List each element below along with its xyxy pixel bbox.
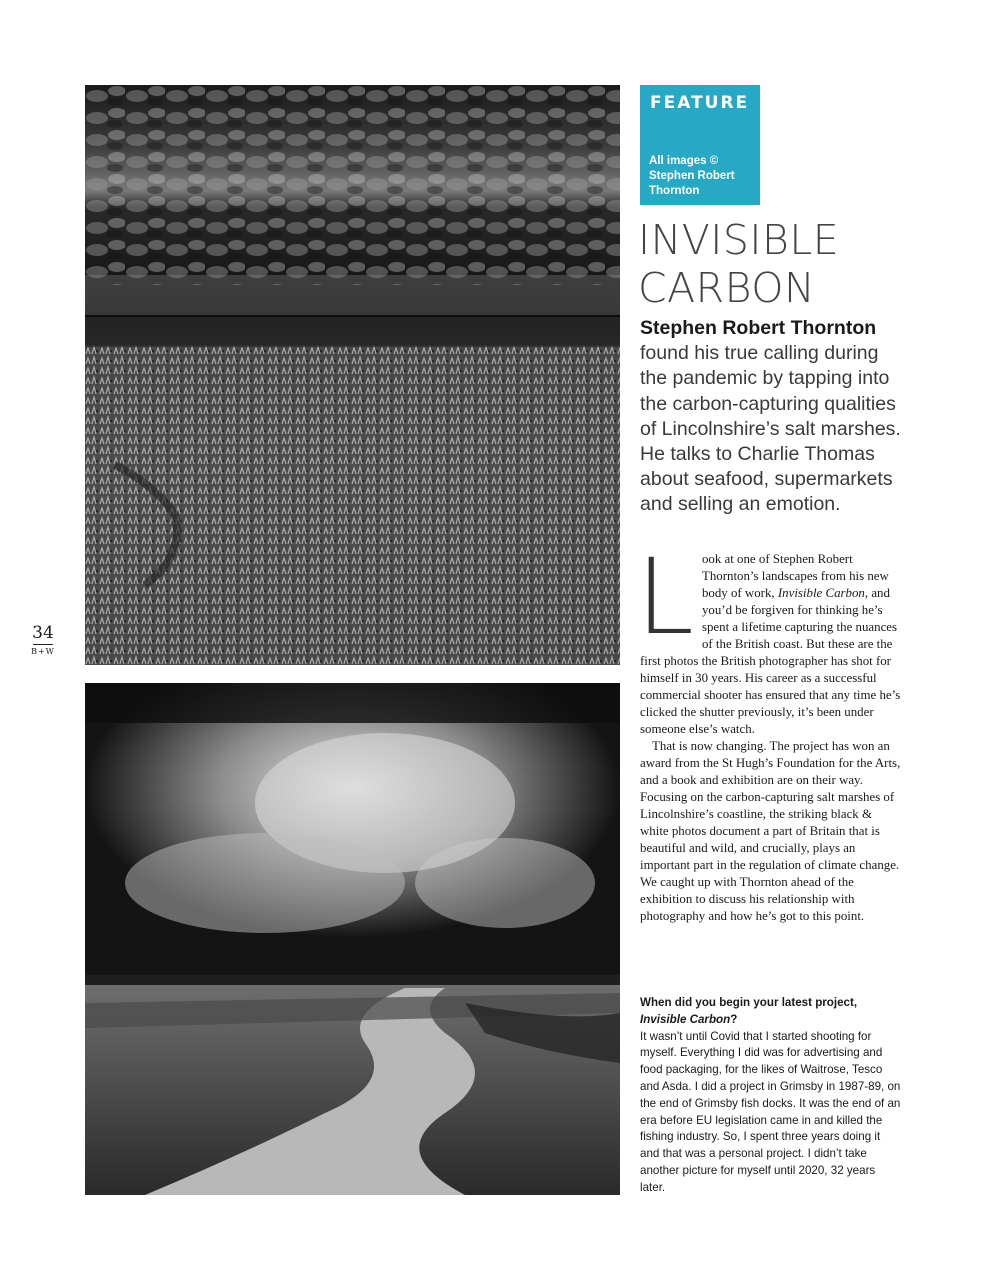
title-line-2: CARBON [638,264,816,312]
standfirst [640,316,902,518]
feature-label: FEATURE [650,93,750,113]
drop-cap: L [636,536,694,658]
body-paragraph-2: That is now changing. The project has won an award from the St Hugh’s Foundation for the Arts, and a book and exhibition are on their way. Focusing on the carbon-capturing salt marshes of Lincolnshire’s coastline, the striking black & white photos document a part of Britain that is beautiful and wild, and crucially, plays an important part in the regulation of climate change. We caught up with Thornton ahead of the exhibition to discuss his relationship with photography and how he’s got to this point. [640,739,901,923]
question [640,995,902,1029]
folio-divider [33,644,53,645]
answer: It wasn’t until Covid that I started shooting for myself. Everything I did was for advertising and food packaging, for the likes of Waitrose, Tesco and Asda. I did a project in Grimsby in 1987-89, on the end of Grimsby fish docks. It was the end of an era before EU legislation came in and killed the fishing industry. So, I spent three years doing it and that was a personal project. I didn’t take another picture for myself until 2020, 32 years later. [640,1029,901,1194]
standfirst-text: found his true calling during the pandemic by tapping into the carbon-capturing qualities of Lincolnshire’s salt marshes. He talks to Charlie Thomas about seafood, supermarkets and selling an emotion. [640,342,901,516]
question-part-a: When did you begin your latest project, [640,996,858,1009]
qa-section [640,995,902,1197]
magazine-mark: B+W [31,647,55,656]
image-credit: All images © Stephen Robert Thornton [649,155,735,197]
standfirst-byline: Stephen Robert Thornton [640,317,877,339]
photo-salt-marsh-sky [85,85,620,665]
article-title [638,216,938,312]
photo-tidal-creek-clouds [85,683,620,1195]
para1-part-b: , and you’d be forgiven for thinking he’s spent a lifetime capturing the nuances of the British coast. But these are the first photos the British photographer has shot for himself in 30 years. His career as a successful commercial shooter has ensured that any time he’s clicked the shutter previously, it’s been under someone else’s watch. [640,586,901,736]
question-title-italic: Invisible Carbon [640,1012,731,1026]
page-number: 34 [32,623,54,643]
article-body [636,536,902,925]
body-paragraph-1 [636,536,902,738]
feature-box [640,85,760,205]
title-line-1: INVISIBLE [638,216,840,264]
page-folio [28,624,58,656]
para1-part-a: ook at one of Stephen Robert Thornton’s landscapes from his new body of work, [701,552,889,600]
para1-title-italic: Invisible Carbon [777,586,865,600]
question-part-b: ? [730,1012,738,1026]
